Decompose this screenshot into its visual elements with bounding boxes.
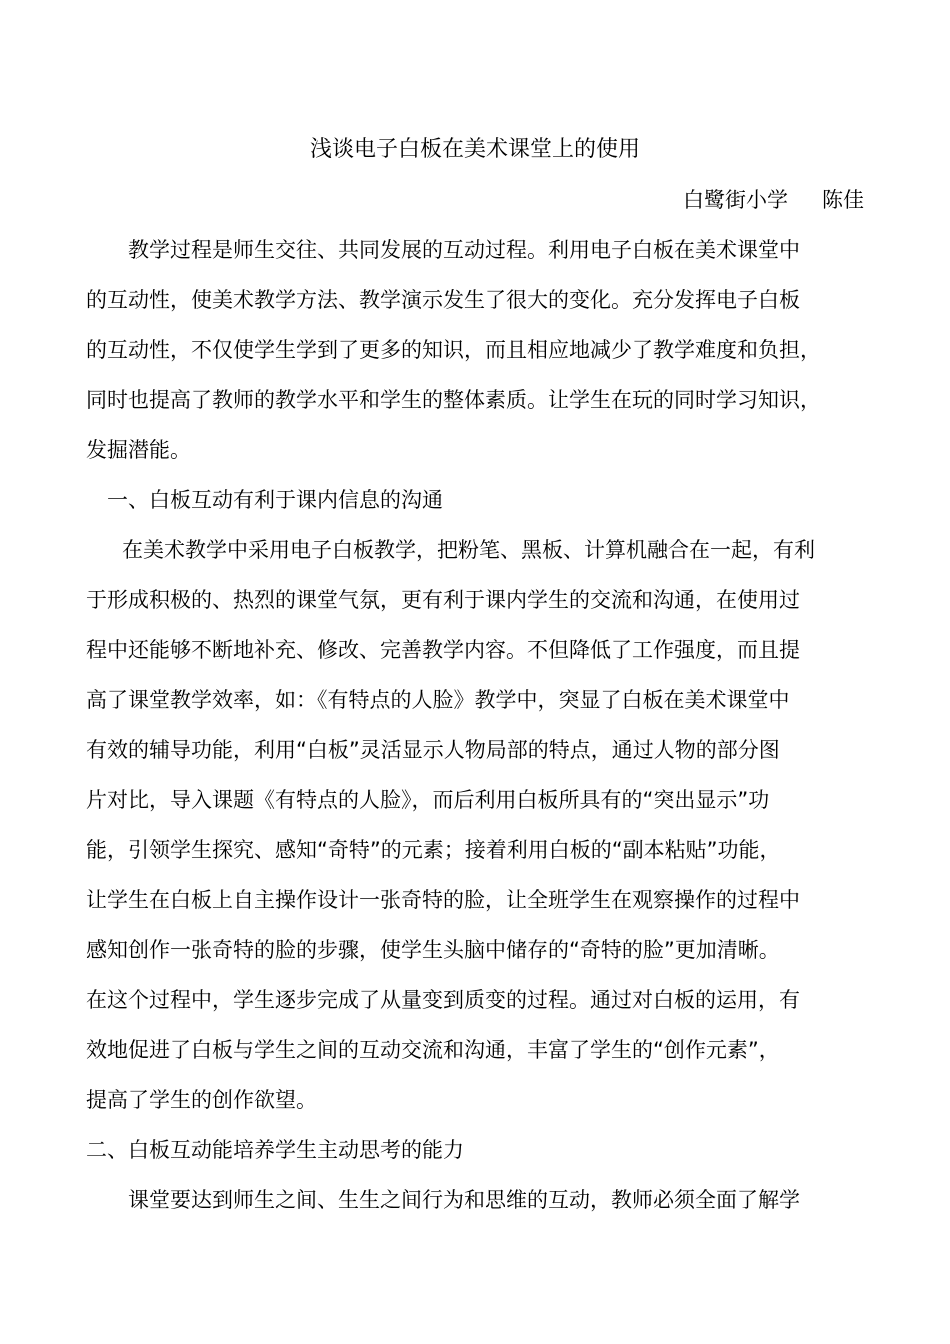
author-school: 白鹭街小学 xyxy=(683,188,788,212)
paragraph-line: 于形成积极的、热烈的课堂气氛，更有利于课内学生的交流和沟通，在使用过 xyxy=(86,588,800,612)
paragraph-line: 在这个过程中，学生逐步完成了从量变到质变的过程。通过对白板的运用，有 xyxy=(86,988,800,1012)
paragraph-line: 高了课堂教学效率，如：《有特点的人脸》教学中，突显了白板在美术课堂中 xyxy=(86,688,790,712)
section-heading: 一、白板互动有利于课内信息的沟通 xyxy=(107,488,443,512)
paragraph-line: 效地促进了白板与学生之间的互动交流和沟通，丰富了学生的“创作元素”， xyxy=(86,1038,780,1062)
paragraph-line: 片对比，导入课题《有特点的人脸》，而后利用白板所具有的“突出显示”功 xyxy=(86,788,770,812)
paragraph-line: 发掘潜能。 xyxy=(86,438,191,462)
author-line xyxy=(683,183,864,217)
document-title: 浅谈电子白板在美术课堂上的使用 xyxy=(309,137,640,162)
paragraph-line: 感知创作一张奇特的脸的步骤，使学生头脑中储存的“奇特的脸”更加清晰。 xyxy=(86,938,780,962)
section-heading: 二、白板互动能培养学生主动思考的能力 xyxy=(86,1138,464,1162)
paragraph-line: 的互动性，不仅使学生学到了更多的知识，而且相应地减少了教学难度和负担， xyxy=(86,338,821,362)
paragraph-line: 能，引领学生探究、感知“奇特”的元素；接着利用白板的“副本粘贴”功能， xyxy=(86,838,781,862)
paragraph-line: 有效的辅导功能，利用“白板”灵活显示人物局部的特点，通过人物的部分图 xyxy=(86,738,780,762)
paragraph-line: 程中还能够不断地补充、修改、完善教学内容。不但降低了工作强度，而且提 xyxy=(86,638,800,662)
paragraph-line: 课堂要达到师生之间、生生之间行为和思维的互动，教师必须全面了解学 xyxy=(128,1188,800,1212)
paragraph-line: 让学生在白板上自主操作设计一张奇特的脸，让全班学生在观察操作的过程中 xyxy=(86,888,800,912)
paragraph-line: 的互动性，使美术教学方法、教学演示发生了很大的变化。充分发挥电子白板 xyxy=(86,288,800,312)
paragraph-line: 提高了学生的创作欲望。 xyxy=(86,1088,317,1112)
author-name: 陈佳 xyxy=(822,188,864,212)
paragraph-line: 在美术教学中采用电子白板教学，把粉笔、黑板、计算机融合在一起，有利 xyxy=(122,538,815,562)
paragraph-line: 同时也提高了教师的教学水平和学生的整体素质。让学生在玩的同时学习知识， xyxy=(86,388,821,412)
paragraph-line: 教学过程是师生交往、共同发展的互动过程。利用电子白板在美术课堂中 xyxy=(128,238,800,262)
